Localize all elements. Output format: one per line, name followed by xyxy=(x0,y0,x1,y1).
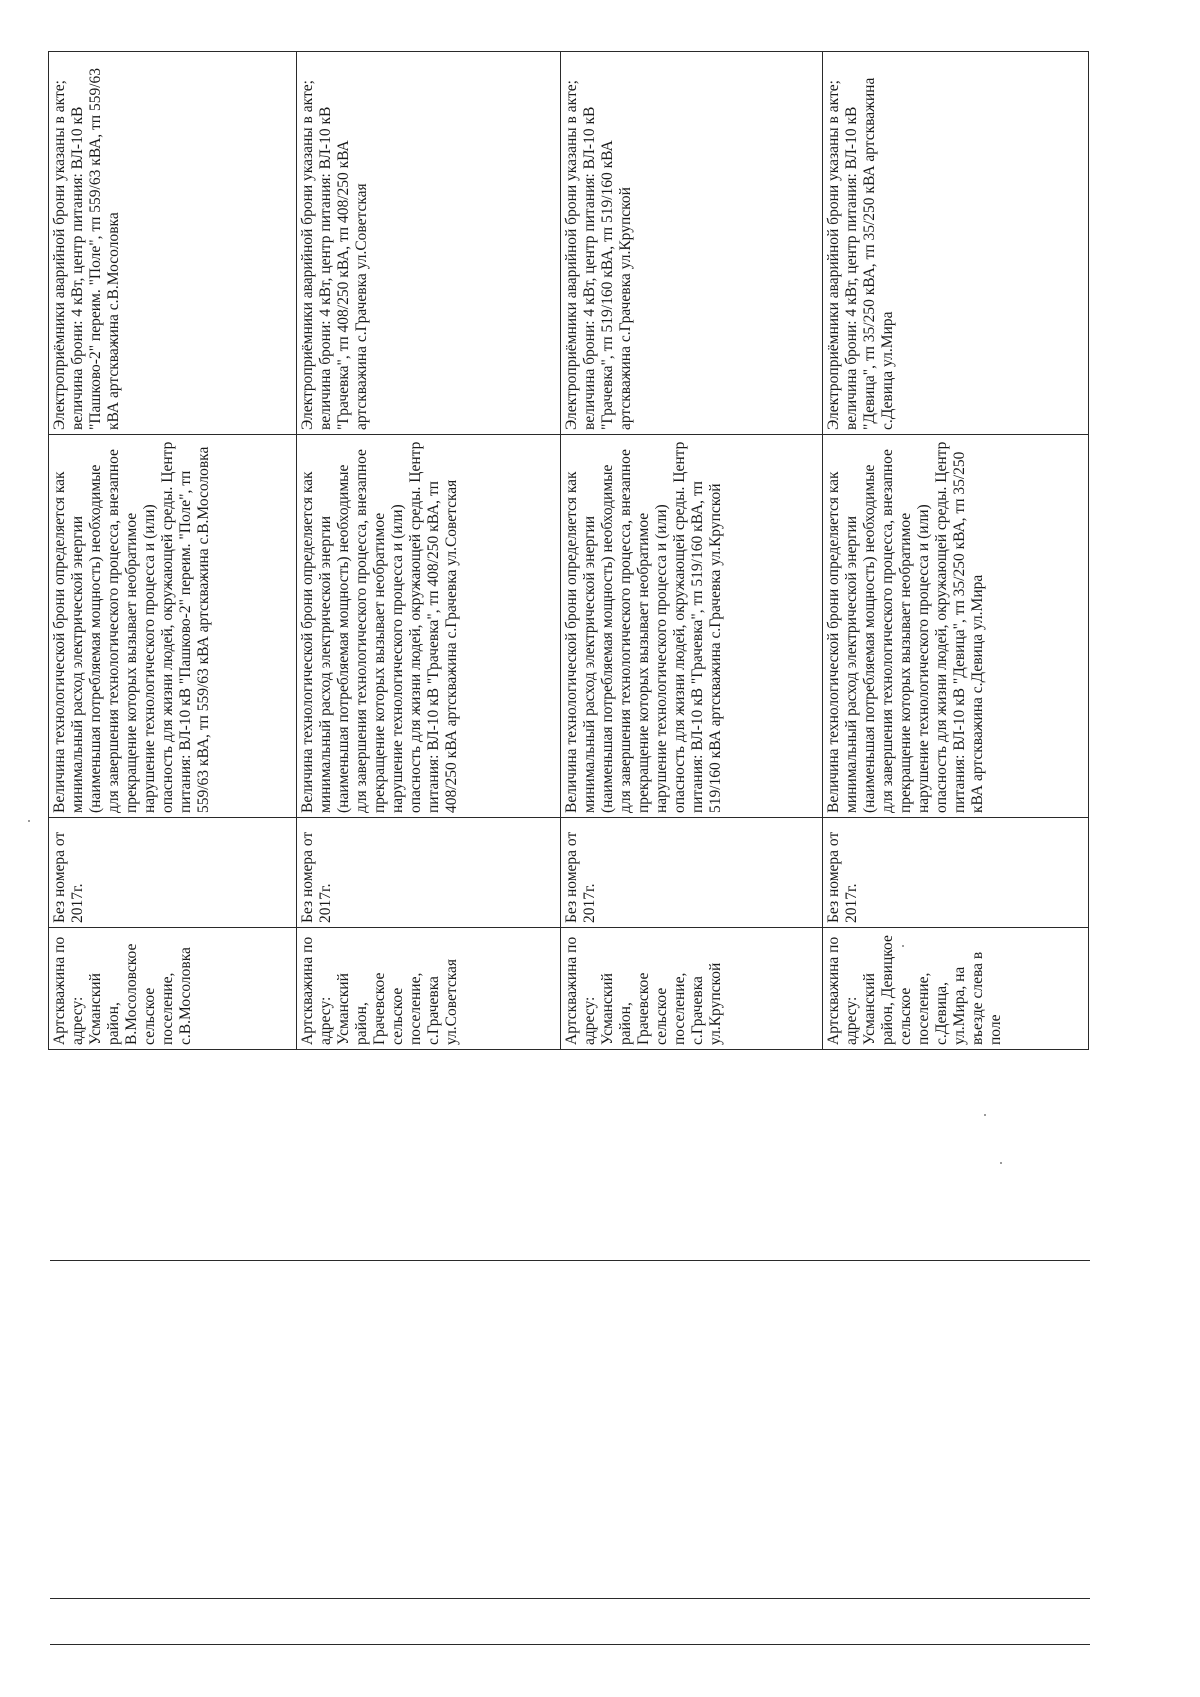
horizontal-rule xyxy=(50,1260,1090,1261)
object-address-cell: Артскважина по адресу: Усманский район, В.Мосоловское сельское поселение, с.В.Мосоловка xyxy=(49,928,297,1050)
tech-reserve-cell: Величина технологической брони определяется как минимальный расход электрической энергии (наименьшая потребляемая мощность) необходимые для завершения технологического процесса, внезапное прекращение которых вызывает необратимое нарушение технологического процесса и (или) опасность для жизни людей, окружающей среды. Центр питания: ВЛ-10 кВ "Грачевка", тп 408/250 кВА, тп 408/250 кВА артскважина с.Грачевка ул.Советская xyxy=(297,435,561,818)
emergency-reserve-cell: Электроприёмники аварийной брони указаны в акте; величина брони: 4 кВт, центр питания: ВЛ-10 кВ "Грачевка", тп 519/160 кВА, тп 519/160 кВА артскважина с.Грачевка ул.Крупской xyxy=(561,52,823,435)
emergency-reserve-cell: Электроприёмники аварийной брони указаны в акте; величина брони: 4 кВт, центр питания: ВЛ-10 кВ "Грачевка", тп 408/250 кВА, тп 408/250 кВА артскважина с.Грачевка ул.Советская xyxy=(297,52,561,435)
scan-speck xyxy=(902,945,904,947)
rotated-table-wrapper xyxy=(48,52,1088,1050)
emergency-reserve-cell: Электроприёмники аварийной брони указаны в акте; величина брони: 4 кВт, центр питания: ВЛ-10 кВ "Пашково-2" переим. "Поле", тп 559/63 кВА, тп 559/63 кВА артскважина с.В.Мосоловка xyxy=(49,52,297,435)
object-address-cell: Артскважина по адресу: Усманский район, Девицкое сельское поселение, с.Девица, ул.Мира, на въезде слева в поле xyxy=(823,928,1089,1050)
act-cell: Без номера от 2017г. xyxy=(823,818,1089,928)
object-address-cell: Артскважина по адресу: Усманский район, Грачевское сельское поселение, с.Грачевка ул.Советская xyxy=(297,928,561,1050)
act-cell: Без номера от 2017г. xyxy=(297,818,561,928)
tech-reserve-cell: Величина технологической брони определяется как минимальный расход электрической энергии (наименьшая потребляемая мощность) необходимые для завершения технологического процесса, внезапное прекращение которых вызывает необратимое нарушение технологического процесса и (или) опасность для жизни людей, окружающей среды. Центр питания: ВЛ-10 кВ "Пашково-2" переим. "Поле", тп 559/63 кВА, тп 559/63 кВА артскважина с.В.Мосоловка xyxy=(49,435,297,818)
act-cell: Без номера от 2017г. xyxy=(561,818,823,928)
horizontal-rule xyxy=(50,1598,1090,1599)
table-row xyxy=(823,52,1089,1050)
act-cell: Без номера от 2017г. xyxy=(49,818,297,928)
tech-reserve-cell: Величина технологической брони определяется как минимальный расход электрической энергии (наименьшая потребляемая мощность) необходимые для завершения технологического процесса, внезапное прекращение которых вызывает необратимое нарушение технологического процесса и (или) опасность для жизни людей, окружающей среды. Центр питания: ВЛ-10 кВ "Девица", тп 35/250 кВА, тп 35/250 кВА артскважина с.Девица ул.Мира xyxy=(823,435,1089,818)
scan-speck xyxy=(984,1114,986,1116)
reserve-table xyxy=(48,51,1089,1050)
table-row xyxy=(297,52,561,1050)
object-address-cell: Артскважина по адресу: Усманский район, Грачевское сельское поселение, с.Грачевка ул.Крупской xyxy=(561,928,823,1050)
scan-speck xyxy=(28,820,30,822)
tech-reserve-cell: Величина технологической брони определяется как минимальный расход электрической энергии (наименьшая потребляемая мощность) необходимые для завершения технологического процесса, внезапное прекращение которых вызывает необратимое нарушение технологического процесса и (или) опасность для жизни людей, окружающей среды. Центр питания: ВЛ-10 кВ "Грачевка", тп 519/160 кВА, тп 519/160 кВА артскважина с.Грачевка ул.Крупской xyxy=(561,435,823,818)
table-row xyxy=(561,52,823,1050)
emergency-reserve-cell: Электроприёмники аварийной брони указаны в акте; величина брони: 4 кВт, центр питания: ВЛ-10 кВ "Девица", тп 35/250 кВА, тп 35/250 кВА артскважина с.Девица ул.Мира xyxy=(823,52,1089,435)
table-row xyxy=(49,52,297,1050)
horizontal-rule xyxy=(50,1644,1090,1645)
scan-speck xyxy=(1000,1162,1002,1164)
